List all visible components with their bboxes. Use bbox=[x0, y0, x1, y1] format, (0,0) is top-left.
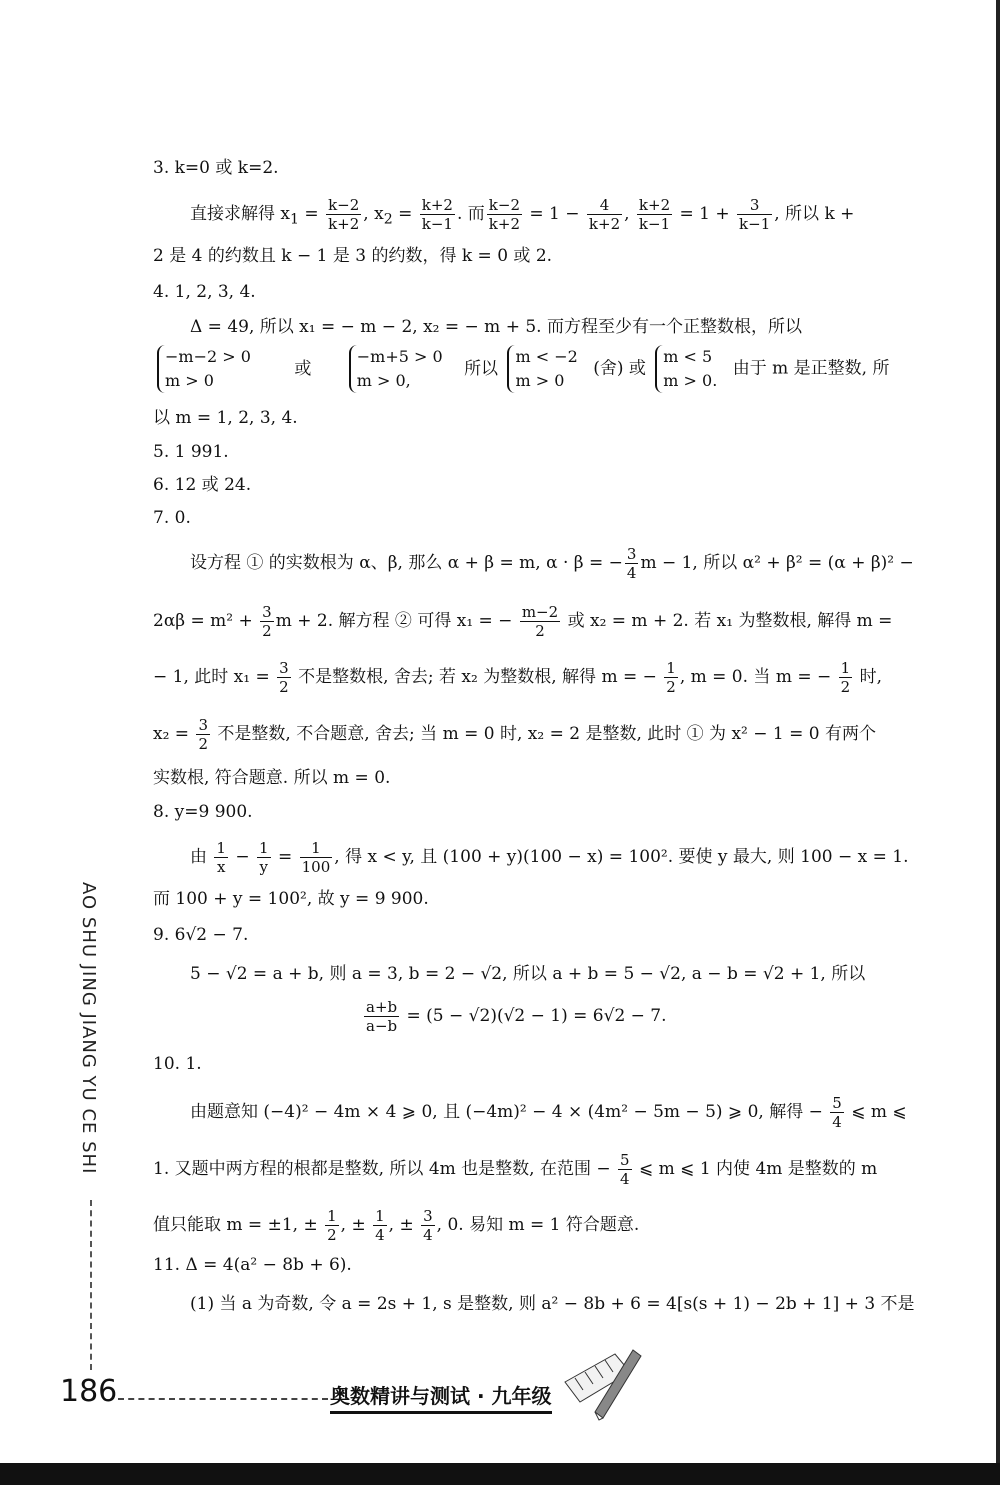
answer-10-heading: 10. 1. bbox=[153, 1054, 202, 1074]
fraction: $\frac{4}{k+2}$ bbox=[588, 196, 621, 233]
answer-7-heading: 7. 0. bbox=[153, 508, 191, 528]
answer-5-heading: 5. 1 991. bbox=[153, 442, 229, 462]
fraction: $\frac{1}{y}$ bbox=[259, 839, 269, 876]
footer-book-title: 奥数精讲与测试 · 九年级 bbox=[330, 1380, 552, 1414]
answer-10-line-1: 由题意知 (−4)² − 4m × 4 ⩾ 0, 且 (−4m)² − 4 × (4m² − 5m − 5) ⩾ 0, 解得 − $\frac{5}{4}$ ⩽ m ⩽ bbox=[190, 1094, 907, 1131]
fraction: $\frac{k-2}{k+2}$ bbox=[328, 196, 360, 233]
side-dash-line bbox=[90, 1200, 92, 1370]
answer-6-heading: 6. 12 或 24. bbox=[153, 475, 252, 495]
equation-system: m < −2 m > 0 bbox=[507, 345, 577, 393]
answer-7-line-1: 设方程 ① 的实数根为 α、β, 那么 α + β = m, α · β = − $\frac{3}{4}$ m − 1, 所以 α² + β² = (α + β)² − bbox=[190, 545, 914, 582]
equation-system: −m−2 > 0 m > 0 bbox=[157, 345, 251, 393]
fraction: $\frac{5}{4}$ bbox=[832, 1094, 842, 1131]
fraction: $\frac{k+2}{k-1}$ bbox=[421, 196, 453, 233]
fraction: $\frac{1}{2}$ bbox=[840, 659, 851, 696]
answer-8-line-1: 由 $\frac{1}{x}$ − $\frac{1}{y}$ = $\frac{1}{100}$ , 得 x < y, 且 (100 + y)(100 − x) = 100². 要使 y 最大, 则 100 − x = 1. bbox=[190, 839, 909, 876]
answer-9-heading: 9. 6√2 − 7. bbox=[153, 925, 249, 945]
fraction: $\frac{1}{2}$ bbox=[327, 1207, 337, 1244]
fraction: $\frac{k-2}{k+2}$ bbox=[488, 196, 520, 233]
answer-11-line-1: (1) 当 a 为奇数, 令 a = 2s + 1, s 是整数, 则 a² − 8b + 6 = 4[s(s + 1) − 2b + 1] + 3 不是 bbox=[190, 1294, 915, 1314]
footer-dash-line bbox=[118, 1398, 328, 1400]
page-bottom-edge bbox=[0, 1463, 1000, 1485]
side-label: AO SHU JING JIANG YU CE SHI bbox=[78, 882, 99, 1175]
fraction: $\frac{m-2}{2}$ bbox=[521, 603, 559, 640]
fraction: $\frac{3}{k-1}$ bbox=[739, 196, 771, 233]
equation-system: −m+5 > 0 m > 0, bbox=[349, 345, 443, 393]
fraction: $\frac{1}{4}$ bbox=[375, 1207, 385, 1244]
answer-9-formula: $\frac{a+b}{a-b}$ = (5 − √2)(√2 − 1) = 6√2 − 7. bbox=[366, 998, 667, 1035]
answer-7-line-4: x₂ = $\frac{3}{2}$ 不是整数, 不合题意, 舍去; 当 m = 0 时, x₂ = 2 是整数, 此时 ① 为 x² − 1 = 0 有两个 bbox=[153, 716, 877, 753]
answer-10-line-3: 值只能取 m = ±1, ± $\frac{1}{2}$ , ± $\frac{1}{4}$ , ± $\frac{3}{4}$ , 0. 易知 m = 1 符合题意. bbox=[153, 1207, 640, 1244]
answer-7-line-2: 2αβ = m² + $\frac{3}{2}$ m + 2. 解方程 ② 可得 x₁ = − $\frac{m-2}{2}$ 或 x₂ = m + 2. 若 x₁ 为整数根, 解得 m = bbox=[153, 603, 893, 640]
fraction: $\frac{1}{2}$ bbox=[666, 659, 676, 696]
ruler-pencil-icon bbox=[555, 1342, 645, 1422]
answer-3-line-1: 直接求解得 $x_1$ = $\frac{k-2}{k+2}$ , $x_2$ = $\frac{k+2}{k-1}$ . 而 $\frac{k-2}{k+2}$ = 1 − $\frac{4}{k+2}$ , $\frac{k+2}{k-1}$ = 1 + $\frac{3}{k-1}$ , 所以 k + bbox=[190, 196, 855, 233]
fraction: $\frac{3}{2}$ bbox=[279, 659, 289, 696]
fraction: $\frac{5}{4}$ bbox=[620, 1151, 630, 1188]
fraction: $\frac{3}{2}$ bbox=[262, 603, 272, 640]
answer-8-heading: 8. y=9 900. bbox=[153, 802, 253, 822]
answer-7-line-3: − 1, 此时 x₁ = $\frac{3}{2}$ 不是整数根, 舍去; 若 x₂ 为整数根, 解得 m = − $\frac{1}{2}$ , m = 0. 当 m = − $\frac{1}{2}$ 时, bbox=[153, 659, 883, 696]
fraction: $\frac{3}{4}$ bbox=[423, 1207, 433, 1244]
answer-9-line-1: 5 − √2 = a + b, 则 a = 3, b = 2 − √2, 所以 a + b = 5 − √2, a − b = √2 + 1, 所以 bbox=[190, 964, 866, 984]
answer-10-line-2: 1. 又题中两方程的根都是整数, 所以 4m 也是整数, 在范围 − $\frac{5}{4}$ ⩽ m ⩽ 1 内使 4m 是整数的 m bbox=[153, 1151, 878, 1188]
fraction: $\frac{3}{4}$ bbox=[626, 545, 637, 582]
page-edge bbox=[996, 0, 1000, 1485]
answer-4-line-3: 以 m = 1, 2, 3, 4. bbox=[153, 408, 298, 428]
answer-11-heading: 11. Δ = 4(a² − 8b + 6). bbox=[153, 1255, 352, 1275]
fraction: $\frac{1}{100}$ bbox=[301, 839, 331, 876]
answer-3-line-2: 2 是 4 的约数且 k − 1 是 3 的约数，得 k = 0 或 2. bbox=[153, 246, 553, 266]
fraction: $\frac{3}{2}$ bbox=[198, 716, 209, 753]
answer-4-systems: −m−2 > 0 m > 0 或 −m+5 > 0 m > 0, 所以 m < −2 m > 0 (舍) 或 m < 5 m > 0. 由于 m 是正整数, 所 bbox=[153, 345, 900, 393]
fraction: $\frac{a+b}{a-b}$ bbox=[366, 998, 398, 1035]
answer-7-line-5: 实数根, 符合题意. 所以 m = 0. bbox=[153, 768, 391, 788]
equation-system: m < 5 m > 0. bbox=[655, 345, 717, 393]
answer-4-heading: 4. 1, 2, 3, 4. bbox=[153, 282, 256, 302]
fraction: $\frac{1}{x}$ bbox=[216, 839, 226, 876]
page-number: 186 bbox=[60, 1374, 118, 1409]
answer-4-line-1: Δ = 49, 所以 x₁ = − m − 2, x₂ = − m + 5. 而方程至少有一个正整数根，所以 bbox=[190, 317, 802, 337]
fraction: $\frac{k+2}{k-1}$ bbox=[638, 196, 671, 233]
answer-3-heading: 3. k=0 或 k=2. bbox=[153, 158, 279, 178]
answer-8-line-2: 而 100 + y = 100², 故 y = 9 900. bbox=[153, 889, 429, 909]
